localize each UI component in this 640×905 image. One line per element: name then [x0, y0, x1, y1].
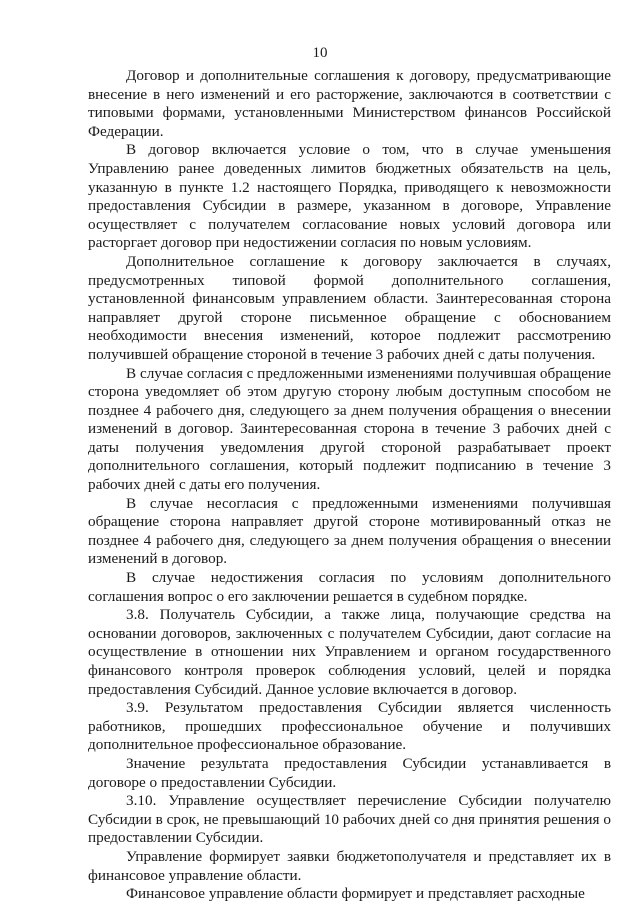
paragraph-3-10-transfer: 3.10. Управление осуществляет перечисление Субсидии получателю Субсидии в срок, не превышающий 10 рабочих дней со дня принятия решения о предоставлении Субсидии.: [88, 792, 611, 847]
paragraph-disagreement-case: В случае несогласия с предложенными изменениями получившая обращение сторона направляет другой стороне мотивированный отказ не позднее 4 рабочего дня, следующего за днем получения обращения о внесении изменений в договор.: [88, 494, 611, 568]
document-body: [88, 67, 611, 904]
paragraph-finance-department: Финансовое управление области формирует и представляет расходные: [126, 885, 585, 903]
paragraph-3-9-result: 3.9. Результатом предоставления Субсидии является численность работников, прошедших профессиональное обучение и получивших дополнительное профессиональное образование.: [88, 699, 611, 754]
paragraph-result-value: Значение результата предоставления Субсидии устанавливается в договоре о предоставлении Субсидии.: [88, 754, 611, 791]
paragraph-budget-requests: Управление формирует заявки бюджетополучателя и представляет их в финансовое управление области.: [88, 847, 611, 884]
paragraph-additional-agreement: Дополнительное соглашение к договору заключается в случаях, предусмотренных типовой формой дополнительного соглашения, установленной финансовым управлением области. Заинтересованная сторона направляет другой стороне письменное обращение с обоснованием необходимости внесения изменений, которое подлежит рассмотрению получившей обращение стороной в течение 3 рабочих дней с даты получения.: [88, 252, 611, 363]
page-number: 10: [312, 45, 328, 61]
paragraph-limits-reduction: В договор включается условие о том, что в случае уменьшения Управлению ранее доведенных лимитов бюджетных обязательств на цель, указанную в пункте 1.2 настоящего Порядка, приводящего к невозможности предоставления Субсидии в размере, указанном в договоре, Управление осуществляет с получателем согласование новых условий договора или расторгает договор при недостижении согласия по новым условиям.: [88, 141, 611, 252]
paragraph-3-8-audit-consent: 3.8. Получатель Субсидии, а также лица, получающие средства на основании договоров, заключенных с получателем Субсидии, дают согласие на осуществление в отношении них Управлением и органом государственного финансового контроля проверок соблюдения условий, целей и порядка предоставления Субсидий. Данное условие включается в договор.: [88, 606, 611, 698]
paragraph-contract-forms: Договор и дополнительные соглашения к договору, предусматривающие внесение в него изменений и его расторжение, заключаются в соответствии с типовыми формами, установленными Министерством финансов Российской Федерации.: [88, 67, 611, 140]
paragraph-consent-case: В случае согласия с предложенными изменениями получившая обращение сторона уведомляет об этом другую сторону любым доступным способом не позднее 4 рабочего дня, следующего за днем получения обращения о внесении изменений в договор. Заинтересованная сторона в течение 3 рабочих дней с даты получения уведомления другой стороной разрабатывает проект дополнительного соглашения, который подлежит подписанию в течение 3 рабочих дней с даты его получения.: [88, 364, 611, 494]
paragraph-no-agreement-case: В случае недостижения согласия по условиям дополнительного соглашения вопрос о его заключении решается в судебном порядке.: [88, 569, 611, 605]
